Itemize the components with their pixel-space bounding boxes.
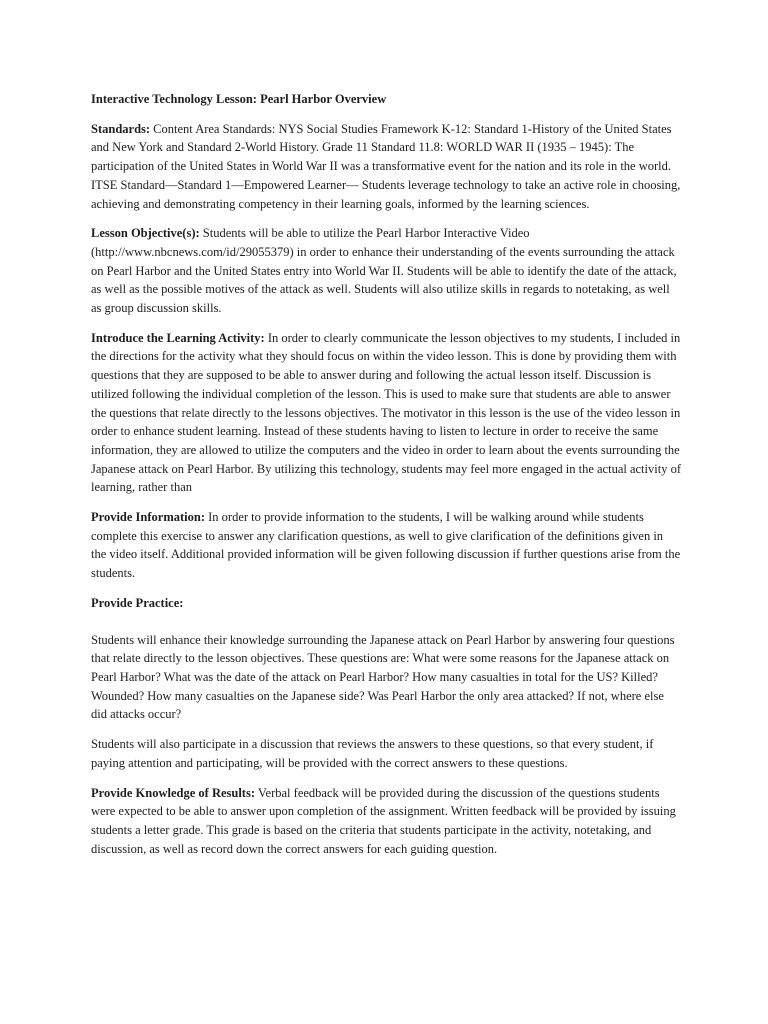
practice-heading: [91, 594, 681, 613]
information-paragraph: [91, 508, 681, 583]
practice-label: Provide Practice:: [91, 595, 184, 610]
standards-label: Standards:: [91, 121, 151, 136]
objectives-label: Lesson Objective(s):: [91, 226, 200, 241]
results-paragraph: [91, 784, 681, 859]
objectives-paragraph: [91, 224, 681, 318]
practice-paragraph-2: Students will also participate in a discussion that reviews the answers to these questions, so that every student, if paying attention and participating, will be provided with the correct answers to these questions.: [91, 737, 654, 770]
information-label: Provide Information:: [91, 510, 205, 525]
practice-paragraph-1: Students will enhance their knowledge surrounding the Japanese attack on Pearl Harbor by answering four questions that relate directly to the lesson objectives. These questions are: What were some reasons for the Japanese attack on Pearl Harbor? What was the date of the attack on Pearl Harbor? How many casualties in total for the US? Killed? Wounded? How many casualties on the Japanese side? Was Pearl Harbor the only area attacked? If not, where else did attacks occur?: [91, 632, 675, 722]
results-label: Provide Knowledge of Results:: [91, 785, 255, 800]
introduce-paragraph: [91, 329, 681, 497]
standards-text: Content Area Standards: NYS Social Studies Framework K-12: Standard 1-History of the United States and New York and Standard 2-World History. Grade 11 Standard 11.8: WORLD WAR II (1935 – 1945): The participation of the United States in World War II was a transformative event for the nation and its role in the world. ITSE Standard—Standard 1—Empowered Learner— Students leverage technology to take an active role in choosing, achieving and demonstrating competency in their learning goals, informed by the learning sciences.: [91, 121, 681, 211]
standards-paragraph: [91, 120, 681, 214]
introduce-text: In order to clearly communicate the lesson objectives to my students, I included in the directions for the activity what they should focus on within the video lesson. This is done by providing them with questions that they are supposed to be able to answer during and following the actual lesson itself. Discussion is utilized following the individual completion of the lesson. This is used to make sure that students are able to answer the questions that relate directly to the lessons objectives. The motivator in this lesson is the use of the video lesson in order to enhance student learning. Instead of these students having to listen to lecture in order to receive the same information, they are allowed to utilize the computers and the video in order to learn about the events surrounding the Japanese attack on Pearl Harbor. By utilizing this technology, students may feel more engaged in the actual activity of learning, rather than: [91, 330, 681, 495]
introduce-label: Introduce the Learning Activity:: [91, 330, 265, 345]
information-text: In order to provide information to the students, I will be walking around while students complete this exercise to answer any clarification questions, as well to give clarification of the definitions given in the video itself. Additional provided information will be given following discussion if further questions arise from the students.: [91, 510, 681, 581]
objectives-text: Students will be able to utilize the Pearl Harbor Interactive Video (http://www.nbcnews.com/id/29055379) in order to enhance their understanding of the events surrounding the attack on Pearl Harbor and the United States entry into World War II. Students will be able to identify the date of the attack, as well as the possible motives of the attack as well. Students will also utilize skills in regards to notetaking, as well as group discussion skills.: [91, 226, 677, 316]
document-page: [91, 90, 681, 869]
results-text: Verbal feedback will be provided during the discussion of the questions students were expected to be able to answer upon completion of the assignment. Written feedback will be provided by issuing students a letter grade. This grade is based on the criteria that students participate in the activity, notetaking, and discussion, as well as record down the correct answers for each guiding question.: [91, 785, 676, 856]
document-title: Interactive Technology Lesson: Pearl Harbor Overview: [91, 92, 387, 106]
